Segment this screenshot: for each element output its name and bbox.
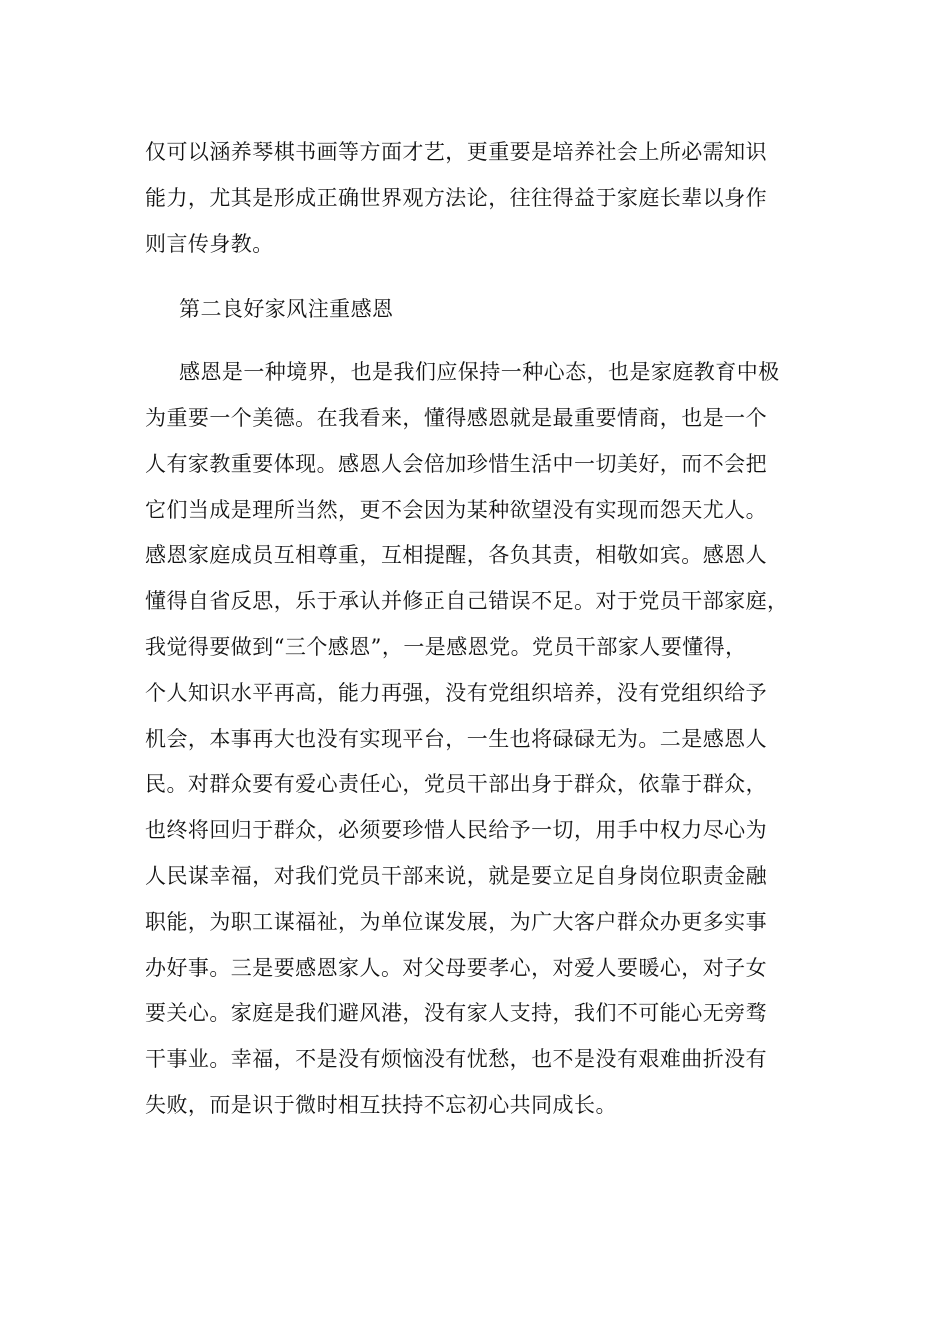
paragraph-continuation: [145, 130, 815, 267]
text-line: 感恩是一种境界，也是我们应保持一种心态，也是家庭教育中极: [179, 360, 780, 385]
text-line: 办好事。三是要感恩家人。对父母要孝心，对爱人要暖心，对子女: [145, 955, 768, 980]
text-line: 失败，而是识于微时相互扶持不忘初心共同成长。: [145, 1092, 617, 1117]
text-line: 人有家教重要体现。感恩人会倍加珍惜生活中一切美好，而不会把: [145, 451, 768, 476]
text-line: 也终将回归于群众，必须要珍惜人民给予一切，用手中权力尽心为: [145, 818, 768, 843]
text-line: 要关心。家庭是我们避风港，没有家人支持，我们不可能心无旁骛: [145, 1001, 768, 1026]
text-line: 它们当成是理所当然，更不会因为某种欲望没有实现而怨天尤人。: [145, 497, 768, 522]
section-heading: 第二良好家风注重感恩: [179, 297, 394, 322]
text-line: 懂得自省反思，乐于承认并修正自己错误不足。对于党员干部家庭，: [145, 589, 789, 614]
text-line: 感恩家庭成员互相尊重，互相提醒，各负其责，相敬如宾。感恩人: [145, 543, 768, 568]
text-line: 人民谋幸福，对我们党员干部来说，就是要立足自身岗位职责金融: [145, 863, 768, 888]
text-line: 能力，尤其是形成正确世界观方法论，往往得益于家庭长辈以身作: [145, 185, 768, 210]
text-line: 为重要一个美德。在我看来，懂得感恩就是最重要情商，也是一个: [145, 405, 768, 430]
text-line: 职能，为职工谋福祉，为单位谋发展，为广大客户群众办更多实事: [145, 909, 768, 934]
text-line: 机会，本事再大也没有实现平台，一生也将碌碌无为。二是感恩人: [145, 726, 768, 751]
text-line: 干事业。幸福，不是没有烦恼没有忧愁，也不是没有艰难曲折没有: [145, 1047, 768, 1072]
paragraph-gratitude: [145, 350, 815, 1129]
text-line: 仅可以涵养琴棋书画等方面才艺，更重要是培养社会上所必需知识: [145, 140, 768, 164]
paragraph-gap: [145, 333, 815, 350]
text-line: 民。对群众要有爱心责任心，党员干部出身于群众，依靠于群众，: [145, 772, 768, 797]
text-line: 则言传身教。: [145, 231, 274, 256]
text-line: 个人知识水平再高，能力再强，没有党组织培养，没有党组织给予: [145, 680, 768, 705]
document-body: [145, 130, 815, 1129]
paragraph-gap: [145, 267, 815, 287]
text-line: 我觉得要做到“三个感恩”，一是感恩党。党员干部家人要懂得，: [145, 634, 747, 659]
